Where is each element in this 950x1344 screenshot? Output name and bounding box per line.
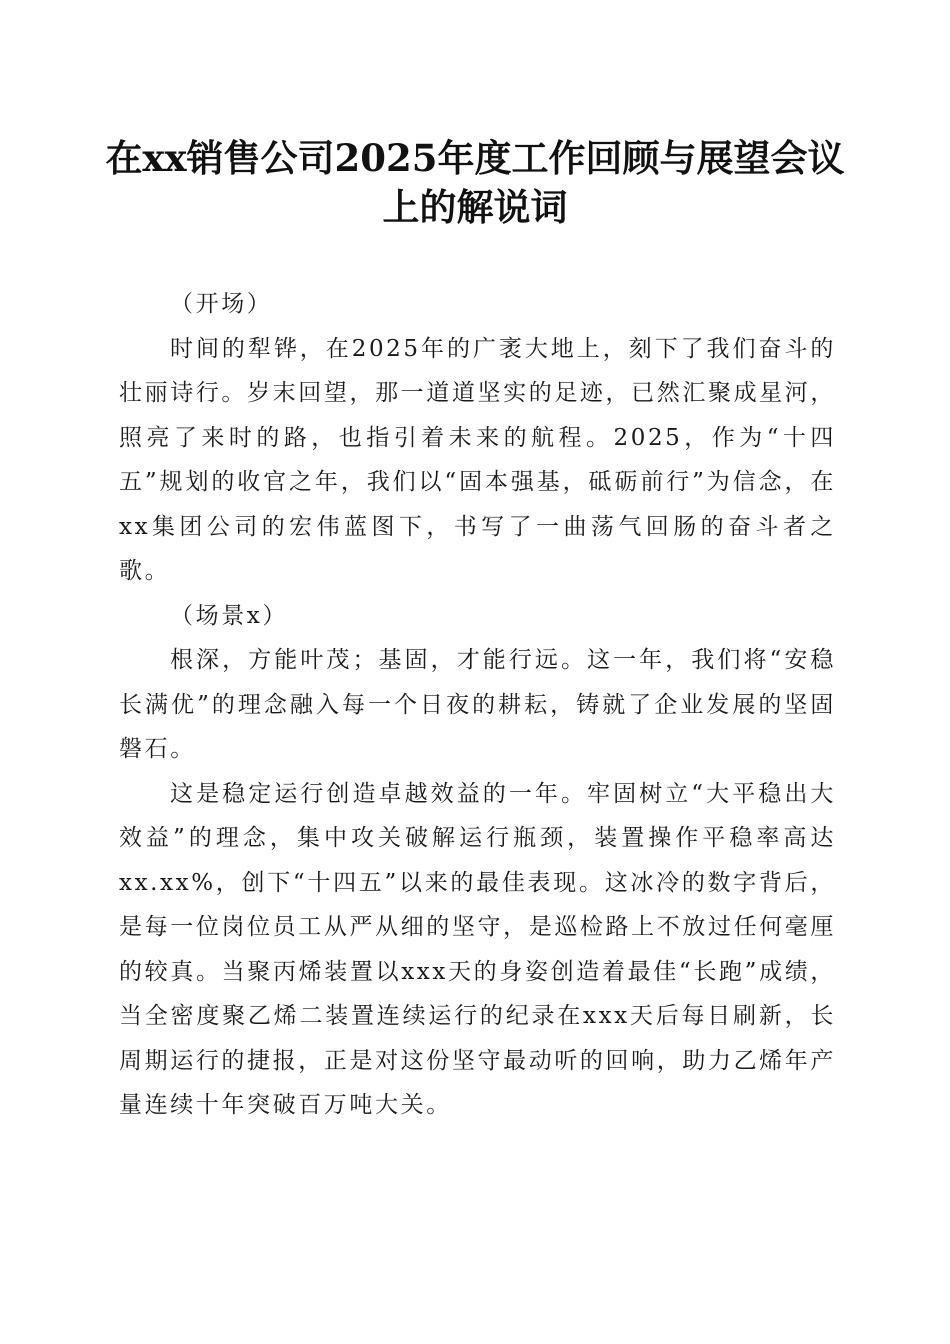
title-line-1: 在xx销售公司2025年度工作回顾与展望会议 [105,136,845,180]
title-line-2: 上的解说词 [382,185,568,229]
paragraph-scene-intro: 根深，方能叶茂；基固，才能行远。这一年，我们将“安稳长满优”的理念融入每一个日夜的耕耘，铸就了企业发展的坚固磐石。 [119,647,836,762]
paragraph-opening: 时间的犁铧，在2025年的广袤大地上，刻下了我们奋斗的壮丽诗行。岁末回望，那一道道坚实的足迹，已然汇聚成星河，照亮了来时的路，也指引着未来的航程。2025，作为“十四五”规划的收官之年，我们以“固本强基，砥砺前行”为信念，在xx集团公司的宏伟蓝图下，书写了一曲荡气回肠的奋斗者之歌。 [119,335,836,584]
paragraph-stability: 这是稳定运行创造卓越效益的一年。牢固树立“大平稳出大效益”的理念，集中攻关破解运行瓶颈，装置操作平稳率高达xx.xx%，创下“十四五”以来的最佳表现。这冰冷的数字背后，是每一位岗位员工从严从细的坚守，是巡检路上不放过任何毫厘的较真。当聚丙烯装置以xxx天的身姿创造着最佳“长跑”成绩，当全密度聚乙烯二装置连续运行的纪录在xxx天后每日刷新，长周期运行的捷报，正是对这份坚守最动听的回响，助力乙烯年产量连续十年突破百万吨大关。 [119,780,836,1118]
section-label-scene: （场景x） [170,602,288,629]
document-body [119,282,836,1128]
section-label-opening: （开场） [170,291,273,317]
document-title [95,134,855,232]
